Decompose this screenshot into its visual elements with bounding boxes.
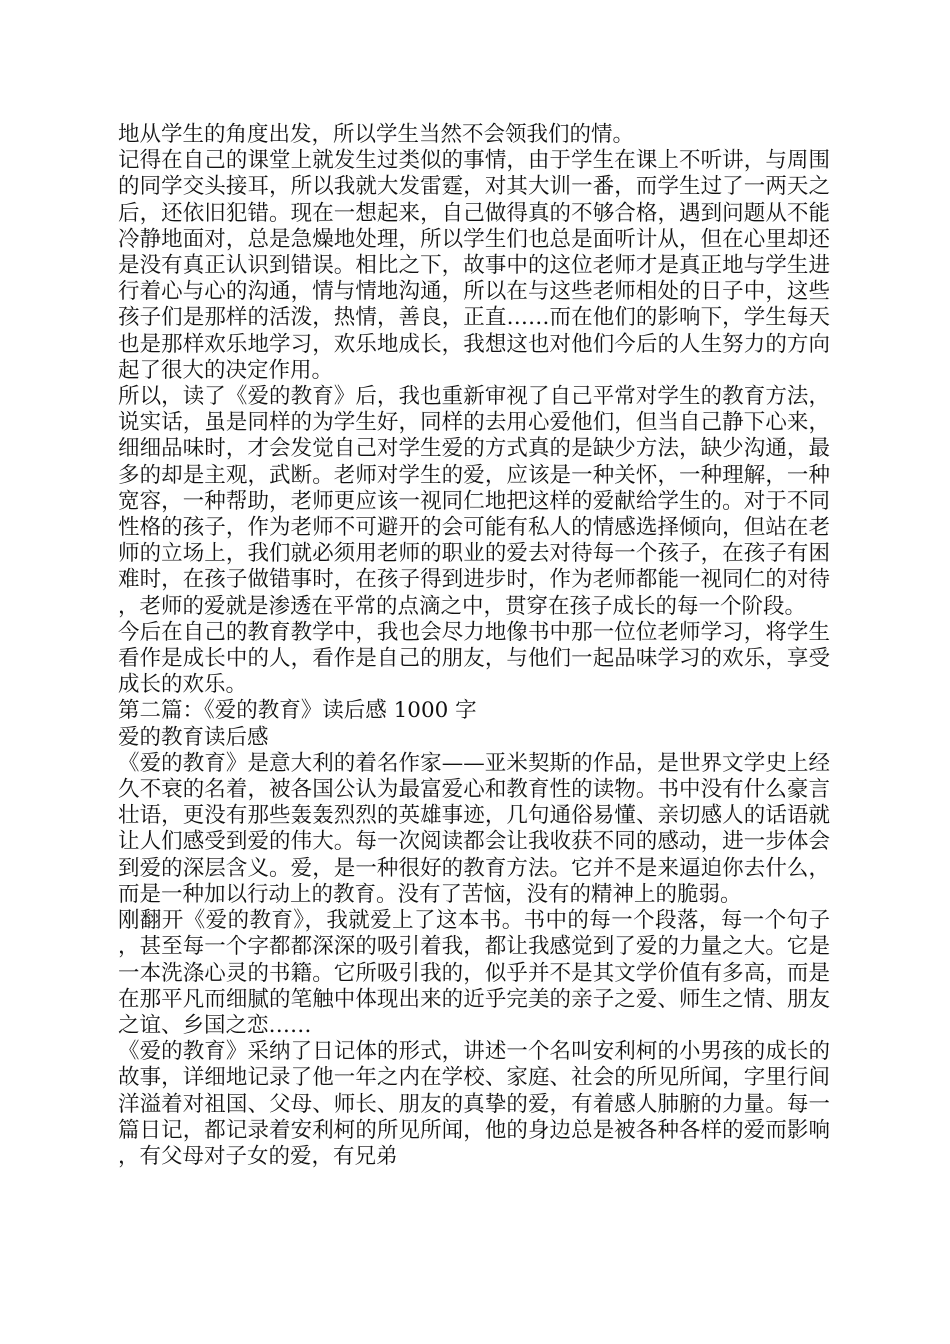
paragraph-7: 《爱的教育》采纳了日记体的形式，讲述一个名叫安利柯的小男孩的成长的故事，详细地记录了他一年之内在学校、家庭、社会的所见所闻，字里行间洋溢着对祖国、父母、师长、朋友的真挚的爱，有着感人肺腑的力量。每一篇日记，都记录着安利柯的所见所闻，他的身边总是被各种各样的爱而影响，有父母对子女的爱，有兄弟 — [118, 1039, 830, 1169]
paragraph-5: 《爱的教育》是意大利的着名作家——亚米契斯的作品，是世界文学史上经久不衰的名着，被各国公认为最富爱心和教育性的读物。书中没有什么豪言壮语，更没有那些轰轰烈烈的英雄事迹，几句通俗易懂、亲切感人的话语就让人们感受到爱的伟大。每一次阅读都会让我收获不同的感动，进一步体会到爱的深层含义。爱，是一种很好的教育方法。它并不是来逼迫你去什么，而是一种加以行动上的教育。没有了苦恼，没有的精神上的脆弱。 — [118, 750, 830, 907]
paragraph-3: 所以，读了《爱的教育》后，我也重新审视了自己平常对学生的教育方法，说实话，虽是同样的为学生好，同样的去用心爱他们，但当自己静下心来，细细品味时，才会发觉自己对学生爱的方式真的是缺少方法，缺少沟通，最多的却是主观，武断。老师对学生的爱，应该是一种关怀，一种理解，一种宽容，一种帮助，老师更应该一视同仁地把这样的爱献给学生的。对于不同性格的孩子，作为老师不可避开的会可能有私人的情感选择倾向，但站在老师的立场上，我们就必须用老师的职业的爱去对待每一个孩子，在孩子有困难时，在孩子做错事时，在孩子得到进步时，作为老师都能一视同仁的对待，老师的爱就是渗透在平常的点滴之中，贯穿在孩子成长的每一个阶段。 — [118, 384, 830, 619]
section-subheading: 爱的教育读后感 — [118, 724, 269, 750]
section-heading: 第二篇：《爱的教育》读后感 1000 字 — [118, 698, 477, 724]
paragraph-6: 刚翻开《爱的教育》，我就爱上了这本书。书中的每一个段落，每一个句子，甚至每一个字都都深深的吸引着我，都让我感觉到了爱的力量之大。它是一本洗涤心灵的书籍。它所吸引我的，似乎并不是其文学价值有多高，而是在那平凡而细腻的笔触中体现出来的近乎完美的亲子之爱、师生之情、朋友之谊、乡国之恋…… — [118, 908, 830, 1038]
paragraph-4: 今后在自己的教育教学中，我也会尽力地像书中那一位位老师学习，将学生看作是成长中的人，看作是自己的朋友，与他们一起品味学习的欢乐，享受成长的欢乐。 — [118, 619, 830, 698]
paragraph-1: 地从学生的角度出发，所以学生当然不会领我们的情。 — [118, 122, 635, 147]
paragraph-2: 记得在自己的课堂上就发生过类似的事情，由于学生在课上不听讲，与周围的同学交头接耳，所以我就大发雷霆，对其大训一番，而学生过了一两天之后，还依旧犯错。现在一想起来，自己做得真的不够合格，遇到问题从不能冷静地面对，总是急燥地处理，所以学生们也总是面听计从，但在心里却还是没有真正认识到错误。相比之下，故事中的这位老师才是真正地与学生进行着心与心的沟通，情与情地沟通，所以在与这些老师相处的日子中，这些孩子们是那样的活泼，热情，善良，正直……而在他们的影响下，学生每天也是那样欢乐地学习，欢乐地成长，我想这也对他们今后的人生努力的方向起了很大的决定作用。 — [118, 148, 830, 383]
document-page — [118, 122, 830, 1170]
